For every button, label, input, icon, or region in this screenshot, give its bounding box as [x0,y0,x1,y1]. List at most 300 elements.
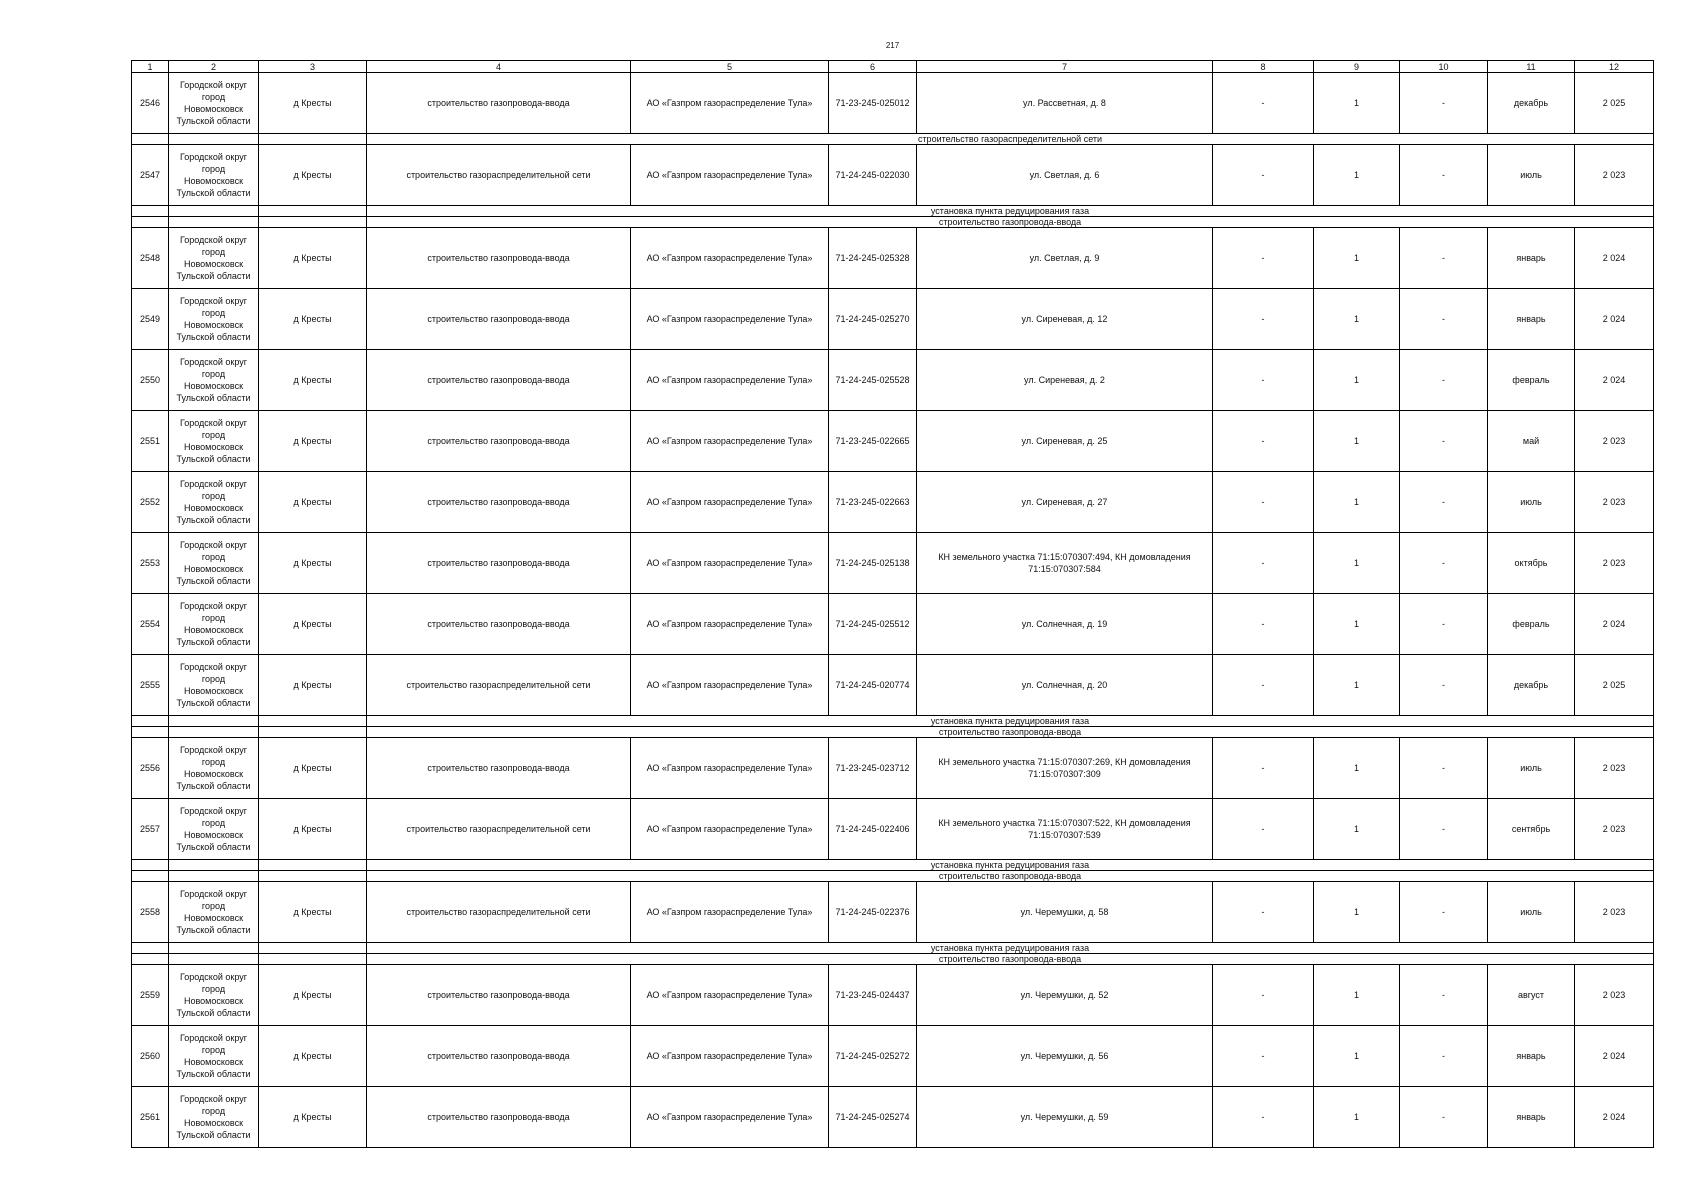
municipality-line: Тульской области [176,576,251,586]
work-type: строительство газопровода-ввода [367,965,631,1026]
col-10-value: - [1400,411,1488,472]
month: январь [1488,228,1575,289]
empty-cell [132,217,169,228]
row-number: 2553 [132,533,169,594]
table-row [132,594,1654,655]
col-8-value: - [1213,655,1314,716]
row-number: 2558 [132,882,169,943]
col-9-value: 1 [1314,472,1400,533]
work-type: строительство газопровода-ввода [367,228,631,289]
col-9-value: 1 [1314,533,1400,594]
col-10-value: - [1400,73,1488,134]
row-number: 2547 [132,145,169,206]
municipality-line: Тульской области [176,332,251,342]
empty-cell [259,206,367,217]
work-type: строительство газораспределительной сети [367,655,631,716]
address: ул. Солнечная, д. 19 [917,594,1213,655]
table-row [132,799,1654,860]
sub-work-row [132,860,1654,871]
address: КН земельного участка 71:15:070307:269, КН домовладения 71:15:070307:309 [917,738,1213,799]
organization: АО «Газпром газораспределение Тула» [631,1026,829,1087]
settlement: д Кресты [259,738,367,799]
column-header: 11 [1488,61,1575,73]
work-type: строительство газораспределительной сети [367,882,631,943]
row-number: 2548 [132,228,169,289]
empty-cell [132,206,169,217]
col-8-value: - [1213,228,1314,289]
organization: АО «Газпром газораспределение Тула» [631,289,829,350]
municipality-line: Тульской области [176,271,251,281]
empty-cell [169,727,259,738]
municipality-line: Городской округ [179,296,248,306]
month: январь [1488,1026,1575,1087]
empty-cell [259,860,367,871]
col-8-value: - [1213,965,1314,1026]
col-8-value: - [1213,1087,1314,1148]
municipality-line: Городской округ [179,662,248,672]
organization: АО «Газпром газораспределение Тула» [631,145,829,206]
row-number: 2555 [132,655,169,716]
municipality-line: Тульской области [176,1069,251,1079]
col-8-value: - [1213,882,1314,943]
col-8-value: - [1213,533,1314,594]
col-9-value: 1 [1314,799,1400,860]
municipality-line: Тульской области [176,515,251,525]
work-type: строительство газопровода-ввода [367,472,631,533]
municipality-line: Городской округ [179,235,248,245]
application-code: 71-24-245-025138 [829,533,917,594]
column-header: 6 [829,61,917,73]
municipality-line: город [201,164,226,174]
municipality-line: Городской округ [179,1033,248,1043]
column-header: 5 [631,61,829,73]
work-type: строительство газопровода-ввода [367,533,631,594]
col-10-value: - [1400,1087,1488,1148]
row-number: 2559 [132,965,169,1026]
month: май [1488,411,1575,472]
empty-cell [259,954,367,965]
municipality-line: Новомосковск [183,381,244,391]
municipality-line: Новомосковск [183,913,244,923]
col-10-value: - [1400,655,1488,716]
municipality-line: город [201,92,226,102]
organization: АО «Газпром газораспределение Тула» [631,1087,829,1148]
col-8-value: - [1213,411,1314,472]
municipality-line: Тульской области [176,781,251,791]
col-8-value: - [1213,472,1314,533]
column-number-row [132,61,1654,73]
col-8-value: - [1213,350,1314,411]
empty-cell [169,217,259,228]
col-9-value: 1 [1314,594,1400,655]
address: ул. Черемушки, д. 56 [917,1026,1213,1087]
row-number: 2561 [132,1087,169,1148]
municipality [169,1087,259,1148]
row-number: 2549 [132,289,169,350]
empty-cell [132,134,169,145]
month: июль [1488,738,1575,799]
year: 2 023 [1575,882,1654,943]
month: декабрь [1488,73,1575,134]
month: февраль [1488,594,1575,655]
year: 2 024 [1575,350,1654,411]
table-row [132,411,1654,472]
col-10-value: - [1400,145,1488,206]
year: 2 024 [1575,228,1654,289]
organization: АО «Газпром газораспределение Тула» [631,738,829,799]
municipality-line: город [201,430,226,440]
empty-cell [259,217,367,228]
address: ул. Сиреневая, д. 27 [917,472,1213,533]
table-row [132,73,1654,134]
municipality-line: Новомосковск [183,259,244,269]
empty-cell [169,860,259,871]
municipality-line: Новомосковск [183,625,244,635]
sub-work-row [132,217,1654,228]
sub-work-label: установка пункта редуцирования газа [367,860,1654,871]
col-9-value: 1 [1314,228,1400,289]
month: январь [1488,1087,1575,1148]
sub-work-label: строительство газопровода-ввода [367,954,1654,965]
empty-cell [132,954,169,965]
sub-work-label: строительство газораспределительной сети [367,134,1654,145]
col-8-value: - [1213,1026,1314,1087]
municipality-line: Новомосковск [183,564,244,574]
col-8-value: - [1213,738,1314,799]
table-row [132,145,1654,206]
col-9-value: 1 [1314,965,1400,1026]
municipality-line: Новомосковск [183,176,244,186]
empty-cell [132,943,169,954]
col-10-value: - [1400,799,1488,860]
municipality [169,228,259,289]
table-row [132,350,1654,411]
col-9-value: 1 [1314,1087,1400,1148]
empty-cell [169,871,259,882]
sub-work-label: установка пункта редуцирования газа [367,716,1654,727]
col-10-value: - [1400,472,1488,533]
municipality [169,738,259,799]
municipality-line: город [201,984,226,994]
municipality-line: Городской округ [179,152,248,162]
application-code: 71-24-245-022030 [829,145,917,206]
empty-cell [169,134,259,145]
sub-work-row [132,943,1654,954]
municipality-line: Новомосковск [183,686,244,696]
table-row [132,228,1654,289]
municipality-line: Новомосковск [183,442,244,452]
municipality-line: город [201,757,226,767]
empty-cell [259,871,367,882]
row-number: 2550 [132,350,169,411]
sub-work-label: строительство газопровода-ввода [367,727,1654,738]
application-code: 71-24-245-022376 [829,882,917,943]
settlement: д Кресты [259,655,367,716]
year: 2 024 [1575,1087,1654,1148]
col-9-value: 1 [1314,73,1400,134]
organization: АО «Газпром газораспределение Тула» [631,411,829,472]
empty-cell [132,860,169,871]
municipality [169,73,259,134]
municipality-line: город [201,247,226,257]
settlement: д Кресты [259,533,367,594]
municipality-line: Тульской области [176,925,251,935]
sub-work-row [132,727,1654,738]
year: 2 024 [1575,1026,1654,1087]
settlement: д Кресты [259,472,367,533]
organization: АО «Газпром газораспределение Тула» [631,350,829,411]
col-9-value: 1 [1314,882,1400,943]
year: 2 025 [1575,73,1654,134]
address: ул. Сиреневая, д. 2 [917,350,1213,411]
col-10-value: - [1400,289,1488,350]
municipality-line: Тульской области [176,1130,251,1140]
application-code: 71-24-245-020774 [829,655,917,716]
year: 2 024 [1575,289,1654,350]
address: ул. Светлая, д. 6 [917,145,1213,206]
column-header: 8 [1213,61,1314,73]
year: 2 025 [1575,655,1654,716]
municipality-line: Городской округ [179,80,248,90]
table-row [132,533,1654,594]
address: ул. Черемушки, д. 59 [917,1087,1213,1148]
empty-cell [169,943,259,954]
municipality [169,655,259,716]
col-10-value: - [1400,738,1488,799]
table-row [132,655,1654,716]
work-type: строительство газопровода-ввода [367,73,631,134]
col-9-value: 1 [1314,1026,1400,1087]
table-row [132,1026,1654,1087]
organization: АО «Газпром газораспределение Тула» [631,533,829,594]
sub-work-row [132,134,1654,145]
col-8-value: - [1213,799,1314,860]
column-header: 7 [917,61,1213,73]
year: 2 023 [1575,145,1654,206]
municipality-line: Новомосковск [183,830,244,840]
empty-cell [132,716,169,727]
month: декабрь [1488,655,1575,716]
settlement: д Кресты [259,73,367,134]
work-type: строительство газопровода-ввода [367,1026,631,1087]
work-type: строительство газопровода-ввода [367,289,631,350]
municipality-line: Новомосковск [183,769,244,779]
municipality-line: город [201,491,226,501]
column-header: 1 [132,61,169,73]
address: КН земельного участка 71:15:070307:522, КН домовладения 71:15:070307:539 [917,799,1213,860]
month: октябрь [1488,533,1575,594]
organization: АО «Газпром газораспределение Тула» [631,472,829,533]
register-table [131,60,1654,1148]
application-code: 71-23-245-025012 [829,73,917,134]
col-10-value: - [1400,228,1488,289]
application-code: 71-24-245-022406 [829,799,917,860]
row-number: 2557 [132,799,169,860]
sub-work-label: установка пункта редуцирования газа [367,943,1654,954]
municipality-line: Новомосковск [183,104,244,114]
col-9-value: 1 [1314,289,1400,350]
col-10-value: - [1400,350,1488,411]
settlement: д Кресты [259,1087,367,1148]
settlement: д Кресты [259,289,367,350]
municipality-line: Городской округ [179,418,248,428]
municipality-line: Тульской области [176,637,251,647]
work-type: строительство газораспределительной сети [367,145,631,206]
address: ул. Черемушки, д. 58 [917,882,1213,943]
work-type: строительство газопровода-ввода [367,1087,631,1148]
col-8-value: - [1213,289,1314,350]
municipality [169,145,259,206]
application-code: 71-24-245-025270 [829,289,917,350]
address: ул. Солнечная, д. 20 [917,655,1213,716]
empty-cell [169,954,259,965]
organization: АО «Газпром газораспределение Тула» [631,594,829,655]
municipality-line: Тульской области [176,454,251,464]
year: 2 023 [1575,411,1654,472]
table-row [132,1087,1654,1148]
row-number: 2554 [132,594,169,655]
municipality [169,965,259,1026]
table-row [132,738,1654,799]
sub-work-row [132,954,1654,965]
column-header: 2 [169,61,259,73]
municipality-line: Тульской области [176,188,251,198]
settlement: д Кресты [259,350,367,411]
application-code: 71-23-245-022663 [829,472,917,533]
application-code: 71-23-245-023712 [829,738,917,799]
year: 2 023 [1575,533,1654,594]
municipality-line: город [201,308,226,318]
col-9-value: 1 [1314,411,1400,472]
sub-work-row [132,871,1654,882]
application-code: 71-24-245-025528 [829,350,917,411]
address: ул. Сиреневая, д. 12 [917,289,1213,350]
col-8-value: - [1213,594,1314,655]
municipality-line: Городской округ [179,745,248,755]
settlement: д Кресты [259,965,367,1026]
sub-work-row [132,716,1654,727]
work-type: строительство газопровода-ввода [367,411,631,472]
municipality [169,533,259,594]
column-header: 3 [259,61,367,73]
address: КН земельного участка 71:15:070307:494, КН домовладения 71:15:070307:584 [917,533,1213,594]
application-code: 71-24-245-025512 [829,594,917,655]
municipality [169,594,259,655]
address: ул. Светлая, д. 9 [917,228,1213,289]
municipality [169,472,259,533]
month: январь [1488,289,1575,350]
municipality-line: Новомосковск [183,996,244,1006]
municipality [169,882,259,943]
organization: АО «Газпром газораспределение Тула» [631,73,829,134]
settlement: д Кресты [259,145,367,206]
organization: АО «Газпром газораспределение Тула» [631,965,829,1026]
month: июль [1488,882,1575,943]
municipality [169,289,259,350]
municipality [169,411,259,472]
address: ул. Сиреневая, д. 25 [917,411,1213,472]
sub-work-label: строительство газопровода-ввода [367,217,1654,228]
col-10-value: - [1400,882,1488,943]
organization: АО «Газпром газораспределение Тула» [631,228,829,289]
application-code: 71-23-245-022665 [829,411,917,472]
municipality-line: город [201,1106,226,1116]
col-8-value: - [1213,145,1314,206]
month: февраль [1488,350,1575,411]
settlement: д Кресты [259,228,367,289]
municipality-line: Городской округ [179,806,248,816]
empty-cell [259,716,367,727]
table-body [132,61,1654,1148]
year: 2 023 [1575,472,1654,533]
column-header: 9 [1314,61,1400,73]
municipality-line: Городской округ [179,972,248,982]
municipality [169,799,259,860]
col-10-value: - [1400,533,1488,594]
col-9-value: 1 [1314,738,1400,799]
address: ул. Рассветная, д. 8 [917,73,1213,134]
municipality-line: Новомосковск [183,1057,244,1067]
municipality-line: Новомосковск [183,503,244,513]
municipality-line: город [201,613,226,623]
municipality-line: Городской округ [179,601,248,611]
year: 2 023 [1575,965,1654,1026]
municipality-line: город [201,369,226,379]
municipality-line: Тульской области [176,698,251,708]
sub-work-label: установка пункта редуцирования газа [367,206,1654,217]
sub-work-label: строительство газопровода-ввода [367,871,1654,882]
col-8-value: - [1213,73,1314,134]
application-code: 71-24-245-025328 [829,228,917,289]
column-header: 4 [367,61,631,73]
col-10-value: - [1400,594,1488,655]
col-9-value: 1 [1314,655,1400,716]
municipality-line: Тульской области [176,1008,251,1018]
municipality-line: город [201,552,226,562]
col-10-value: - [1400,1026,1488,1087]
organization: АО «Газпром газораспределение Тула» [631,655,829,716]
empty-cell [169,206,259,217]
month: сентябрь [1488,799,1575,860]
empty-cell [132,727,169,738]
municipality-line: Тульской области [176,842,251,852]
address: ул. Черемушки, д. 52 [917,965,1213,1026]
row-number: 2546 [132,73,169,134]
year: 2 023 [1575,738,1654,799]
organization: АО «Газпром газораспределение Тула» [631,799,829,860]
col-9-value: 1 [1314,350,1400,411]
month: август [1488,965,1575,1026]
municipality-line: Городской округ [179,1094,248,1104]
settlement: д Кресты [259,594,367,655]
col-10-value: - [1400,965,1488,1026]
row-number: 2560 [132,1026,169,1087]
col-9-value: 1 [1314,145,1400,206]
row-number: 2552 [132,472,169,533]
municipality-line: Городской округ [179,479,248,489]
month: июль [1488,472,1575,533]
settlement: д Кресты [259,882,367,943]
municipality [169,350,259,411]
year: 2 023 [1575,799,1654,860]
sub-work-row [132,206,1654,217]
page-number: 217 [885,41,900,50]
municipality-line: Тульской области [176,393,251,403]
settlement: д Кресты [259,1026,367,1087]
application-code: 71-23-245-024437 [829,965,917,1026]
table-row [132,289,1654,350]
row-number: 2551 [132,411,169,472]
